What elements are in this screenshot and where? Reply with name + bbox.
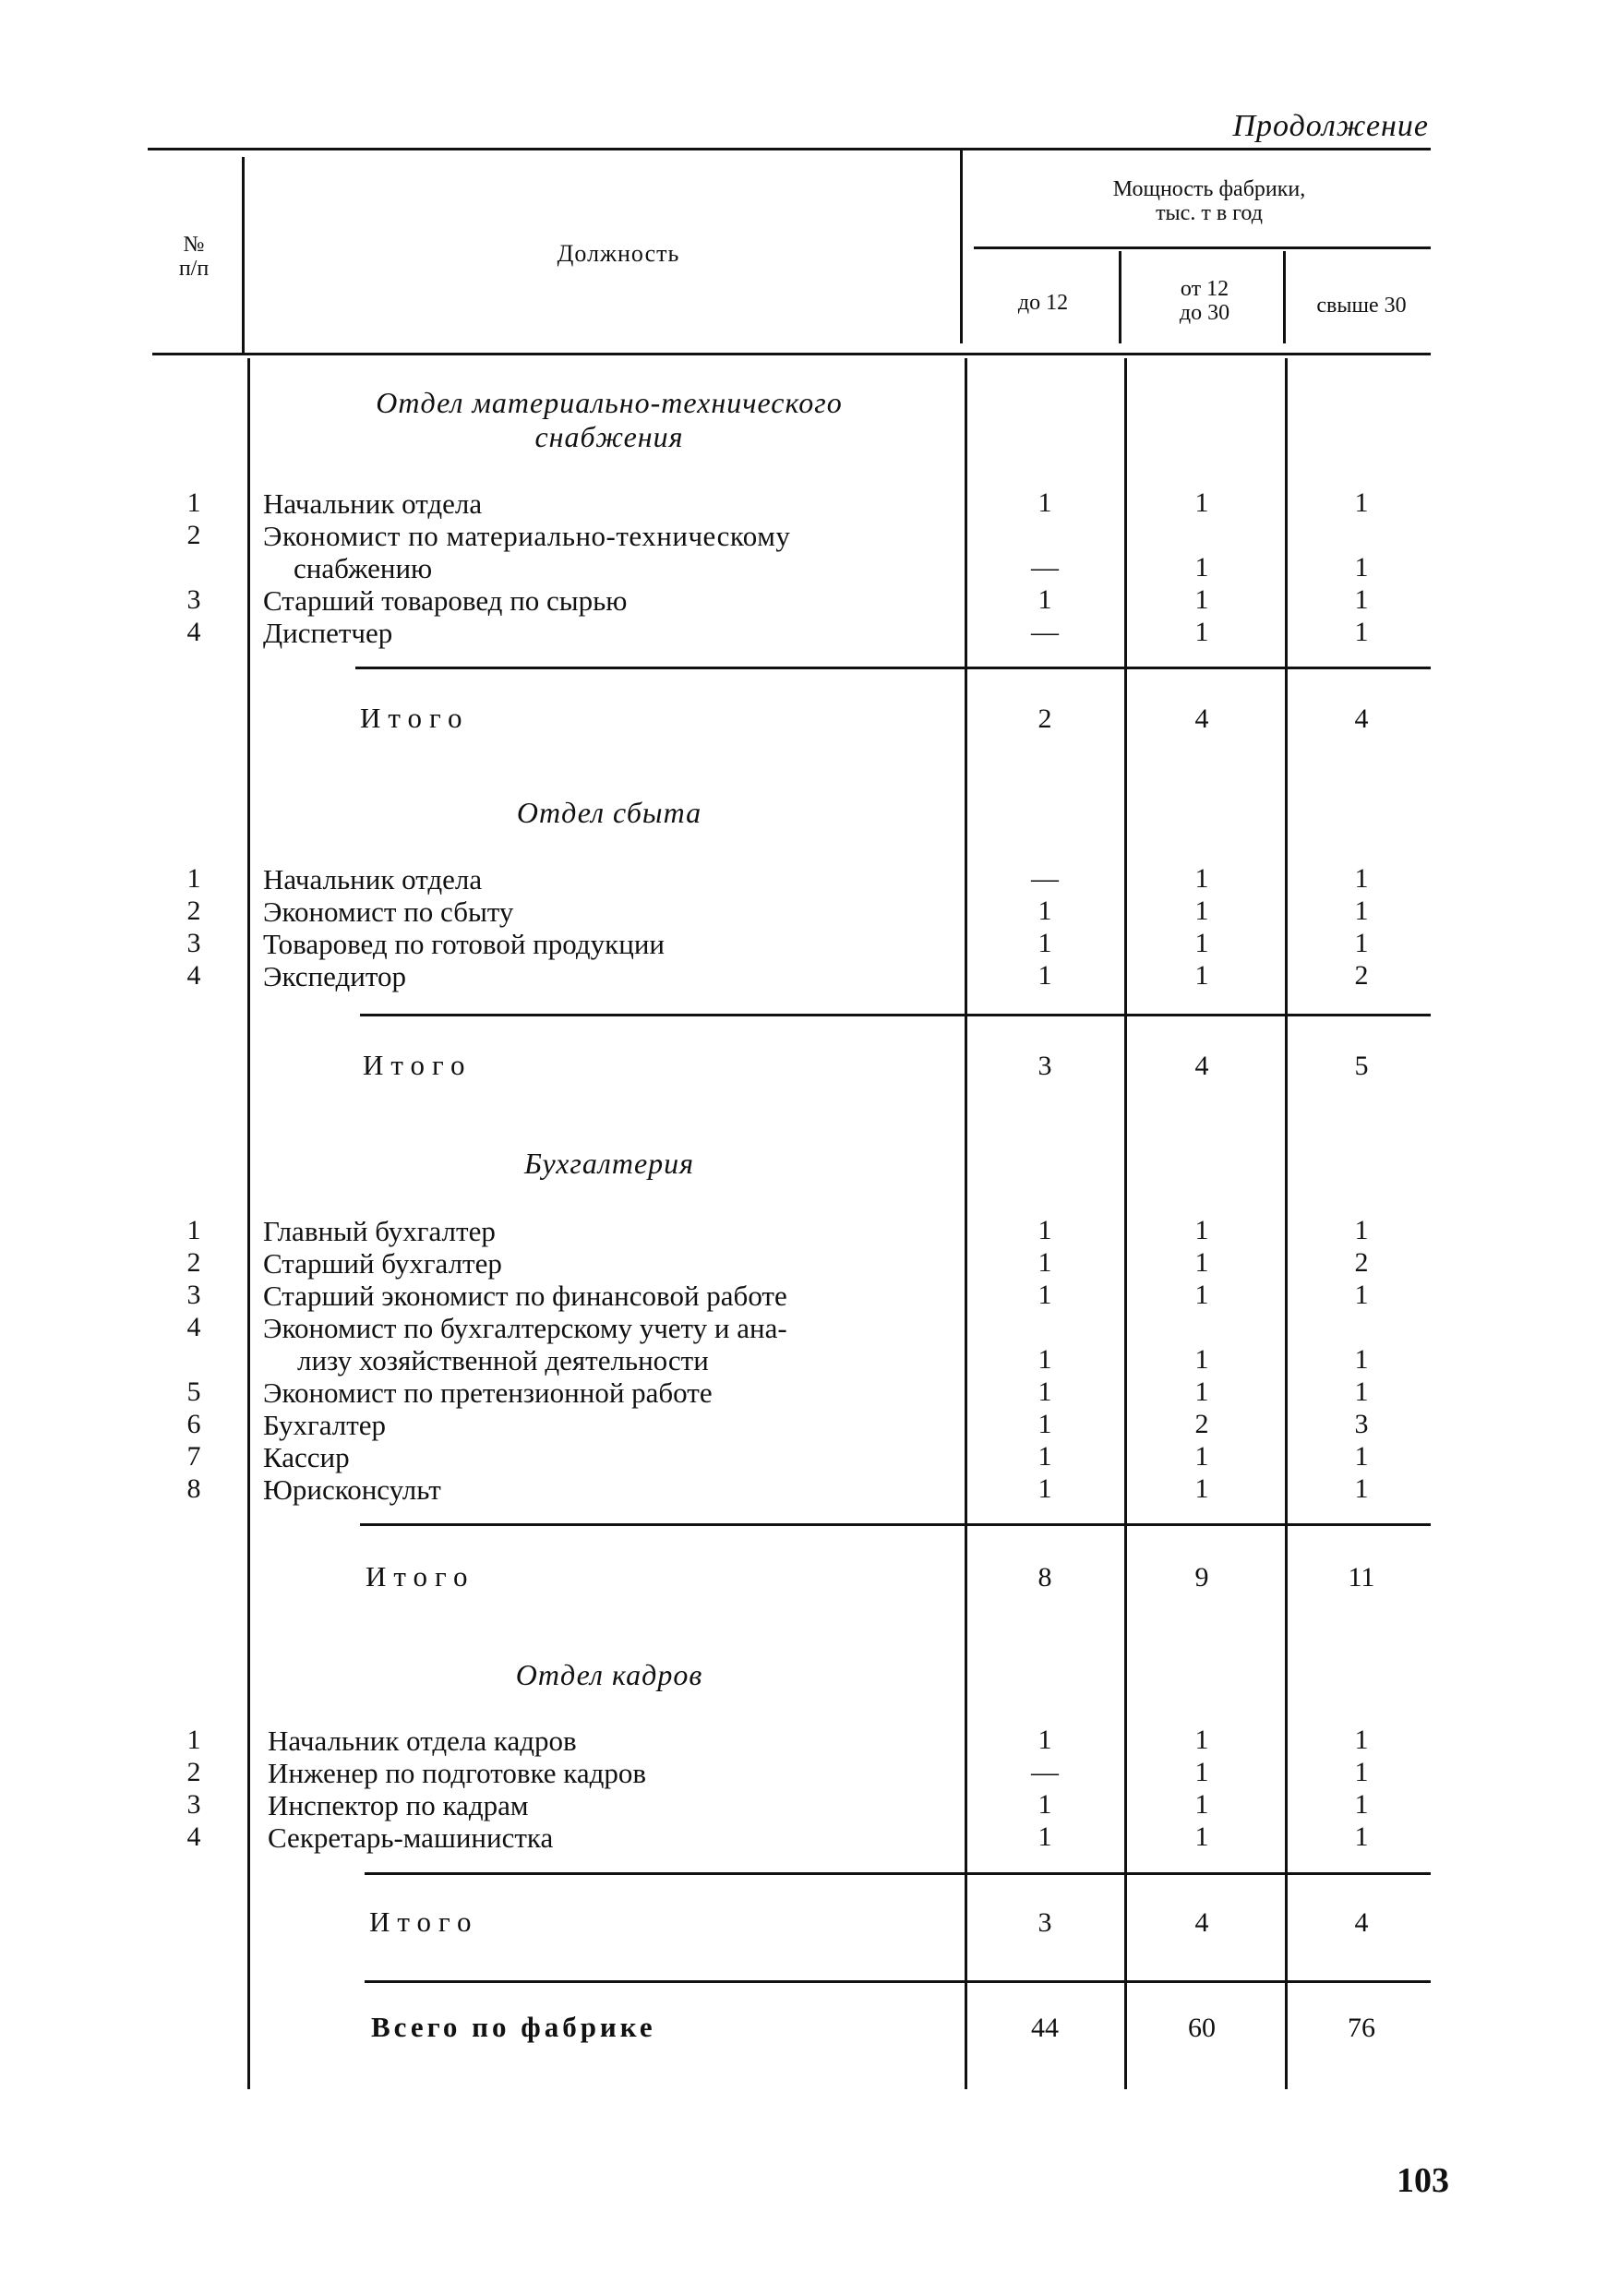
subtotal-value-col2: 4 bbox=[1194, 1907, 1209, 1938]
row-value-col3: 2 bbox=[1354, 960, 1369, 991]
row-value-col3: 1 bbox=[1354, 617, 1369, 647]
row-position: Юрисконсульт bbox=[263, 1473, 441, 1506]
table-row bbox=[0, 1409, 1607, 1442]
subtotal-value-col3: 11 bbox=[1348, 1562, 1375, 1593]
header-divider-position bbox=[960, 150, 963, 343]
section-title-line: снабжения bbox=[534, 420, 684, 453]
table-row bbox=[0, 863, 1607, 896]
header-col2-line1: от 12 bbox=[1180, 277, 1229, 301]
row-position: Начальник отдела bbox=[263, 487, 483, 520]
row-value-col1: — bbox=[1031, 552, 1059, 583]
row-number: 4 bbox=[186, 1312, 201, 1342]
row-value-col1: 1 bbox=[1037, 1441, 1052, 1472]
row-value-col1: 1 bbox=[1037, 1821, 1052, 1852]
row-number: 1 bbox=[186, 1725, 201, 1755]
row-value-col3: 1 bbox=[1354, 1376, 1369, 1407]
subtotal-rule bbox=[355, 667, 1431, 669]
subtotal-rule bbox=[365, 1872, 1431, 1875]
row-value-col3: 1 bbox=[1354, 487, 1369, 518]
table-row bbox=[0, 1757, 1607, 1790]
row-value-col2: 1 bbox=[1194, 1441, 1209, 1472]
row-value-col3: 1 bbox=[1354, 1725, 1369, 1755]
row-value-col1: 1 bbox=[1037, 960, 1052, 991]
table-row bbox=[0, 1215, 1607, 1248]
table-row bbox=[0, 1280, 1607, 1313]
subtotal-value-col1: 3 bbox=[1037, 1051, 1052, 1081]
row-value-col3: 1 bbox=[1354, 1473, 1369, 1504]
header-num-label bbox=[166, 233, 222, 281]
row-value-col1: 1 bbox=[1037, 1344, 1052, 1375]
row-value-col2: 1 bbox=[1194, 1473, 1209, 1504]
row-number: 4 bbox=[186, 960, 201, 991]
header-bottom-rule bbox=[152, 353, 1431, 355]
subtotal-label: Итого bbox=[363, 1049, 473, 1081]
row-value-col2: 1 bbox=[1194, 1757, 1209, 1787]
header-num-symbol: № bbox=[183, 233, 205, 257]
table-row bbox=[0, 1821, 1607, 1855]
subtotal-value-col3: 5 bbox=[1354, 1051, 1369, 1081]
header-col1-label: до 12 bbox=[1017, 291, 1069, 315]
row-number: 5 bbox=[186, 1376, 201, 1407]
row-value-col1: — bbox=[1031, 1757, 1059, 1787]
row-value-col3: 1 bbox=[1354, 1441, 1369, 1472]
row-value-col1: 1 bbox=[1037, 1376, 1052, 1407]
section-title-sales: Отдел сбыта bbox=[516, 796, 702, 829]
row-number: 3 bbox=[186, 928, 201, 958]
row-value-col2: 1 bbox=[1194, 1247, 1209, 1278]
row-value-col2: 1 bbox=[1194, 617, 1209, 647]
row-value-col1: 1 bbox=[1037, 1215, 1052, 1245]
row-value-col1: 1 bbox=[1037, 1247, 1052, 1278]
row-value-col1: 1 bbox=[1037, 487, 1052, 518]
row-value-col3: 1 bbox=[1354, 896, 1369, 926]
row-value-col3: 1 bbox=[1354, 863, 1369, 894]
row-number: 6 bbox=[186, 1409, 201, 1439]
subtotal-rule bbox=[360, 1014, 1431, 1016]
subtotal-value-col2: 4 bbox=[1194, 703, 1209, 734]
row-position: Товаровед по готовой продукции bbox=[263, 928, 665, 960]
page-number: 103 bbox=[1397, 2161, 1449, 2200]
header-capacity-line2: тыс. т в год bbox=[1156, 201, 1263, 225]
grand-total-value-col3: 76 bbox=[1348, 2013, 1375, 2043]
header-col3-label: свыше 30 bbox=[1316, 294, 1407, 318]
header-capacity-line1: Мощность фабрики, bbox=[1112, 177, 1306, 201]
row-number: 4 bbox=[186, 617, 201, 647]
row-value-col2: 1 bbox=[1194, 1789, 1209, 1820]
subtotal-label: Итого bbox=[366, 1560, 475, 1593]
subtotal-label: Итого bbox=[360, 702, 470, 734]
row-position: Старший экономист по финансовой работе bbox=[263, 1280, 787, 1312]
header-divider-num bbox=[242, 157, 245, 353]
row-value-col3: 1 bbox=[1354, 1789, 1369, 1820]
row-value-col3: 1 bbox=[1354, 1757, 1369, 1787]
row-position: Старший бухгалтер bbox=[263, 1247, 502, 1280]
row-value-col2: 1 bbox=[1194, 1215, 1209, 1245]
table-row bbox=[0, 584, 1607, 618]
row-position: Экономист по сбыту bbox=[263, 896, 514, 928]
row-value-col3: 1 bbox=[1354, 1280, 1369, 1310]
row-number: 7 bbox=[186, 1441, 201, 1472]
row-value-col3: 1 bbox=[1354, 1215, 1369, 1245]
row-value-col1: — bbox=[1031, 617, 1059, 647]
table-row bbox=[0, 1473, 1607, 1507]
row-value-col3: 1 bbox=[1354, 928, 1369, 958]
subtotal-value-col1: 8 bbox=[1037, 1562, 1052, 1593]
header-position-label: Должность bbox=[557, 240, 680, 267]
table-row bbox=[0, 928, 1607, 961]
grand-total-value-col2: 60 bbox=[1188, 2013, 1216, 2043]
row-value-col3: 1 bbox=[1354, 1344, 1369, 1375]
row-number: 3 bbox=[186, 584, 201, 615]
row-number: 8 bbox=[186, 1473, 201, 1504]
section-title-hr: Отдел кадров bbox=[515, 1658, 703, 1691]
row-value-col2: 1 bbox=[1194, 1280, 1209, 1310]
header-divider-col2 bbox=[1283, 251, 1286, 343]
row-position: Экономист по материально-техническому bbox=[263, 520, 791, 552]
row-value-col1: 1 bbox=[1037, 896, 1052, 926]
row-position: Экономист по бухгалтерскому учету и ана- bbox=[263, 1312, 787, 1344]
row-value-col1: 1 bbox=[1037, 1789, 1052, 1820]
row-value-col2: 1 bbox=[1194, 1376, 1209, 1407]
row-number: 3 bbox=[186, 1280, 201, 1310]
subtotal-value-col2: 4 bbox=[1194, 1051, 1209, 1081]
table-top-rule bbox=[148, 148, 1431, 150]
row-value-col1: 1 bbox=[1037, 1725, 1052, 1755]
table-row bbox=[0, 1247, 1607, 1280]
row-number: 3 bbox=[186, 1789, 201, 1820]
table-row bbox=[0, 1312, 1607, 1345]
row-position: Главный бухгалтер bbox=[263, 1215, 496, 1247]
subtotal-value-col3: 4 bbox=[1354, 1907, 1369, 1938]
continuation-label: Продолжение bbox=[1232, 109, 1429, 143]
row-number: 2 bbox=[186, 896, 201, 926]
table-row bbox=[0, 896, 1607, 929]
row-value-col2: 1 bbox=[1194, 552, 1209, 583]
row-number: 2 bbox=[186, 1247, 201, 1278]
row-value-col1: 1 bbox=[1037, 1473, 1052, 1504]
header-divider-col1 bbox=[1119, 251, 1121, 343]
subtotal-value-col3: 4 bbox=[1354, 703, 1369, 734]
grand-total-rule bbox=[365, 1980, 1431, 1983]
subtotal-label: Итого bbox=[369, 1905, 479, 1938]
row-position: Инспектор по кадрам bbox=[268, 1789, 529, 1821]
table-row-continuation bbox=[0, 552, 1607, 585]
row-value-col3: 1 bbox=[1354, 1821, 1369, 1852]
row-value-col2: 1 bbox=[1194, 584, 1209, 615]
row-number: 1 bbox=[186, 487, 201, 518]
row-value-col2: 1 bbox=[1194, 487, 1209, 518]
row-position: Начальник отдела bbox=[263, 863, 483, 896]
table-row bbox=[0, 1789, 1607, 1822]
header-col2-line2: до 30 bbox=[1179, 301, 1230, 325]
subtotal-rule bbox=[360, 1523, 1431, 1526]
row-position: Диспетчер bbox=[263, 617, 393, 649]
table-row bbox=[0, 487, 1607, 521]
table-row bbox=[0, 960, 1607, 993]
row-value-col2: 1 bbox=[1194, 1725, 1209, 1755]
row-value-col2: 1 bbox=[1194, 960, 1209, 991]
row-value-col3: 1 bbox=[1354, 552, 1369, 583]
subtotal-value-col1: 2 bbox=[1037, 703, 1052, 734]
row-value-col2: 2 bbox=[1194, 1409, 1209, 1439]
row-position: Старший товаровед по сырью bbox=[263, 584, 628, 617]
row-position: Инженер по подготовке кадров bbox=[268, 1757, 647, 1789]
row-position: Секретарь-машинистка bbox=[268, 1821, 554, 1854]
capacity-subheader-rule bbox=[974, 246, 1431, 249]
header-col2-label bbox=[1135, 277, 1274, 325]
table-row-continuation bbox=[0, 1344, 1607, 1377]
table-row bbox=[0, 520, 1607, 553]
subtotal-value-col2: 9 bbox=[1194, 1562, 1209, 1593]
row-number: 2 bbox=[186, 520, 201, 550]
row-position: Бухгалтер bbox=[263, 1409, 387, 1441]
header-capacity-label bbox=[1015, 177, 1403, 225]
row-number: 1 bbox=[186, 863, 201, 894]
row-number: 1 bbox=[186, 1215, 201, 1245]
table-row bbox=[0, 617, 1607, 650]
row-position: Начальник отдела кадров bbox=[268, 1725, 577, 1757]
section-title-line: Отдел материально-технического bbox=[376, 386, 843, 419]
row-value-col1: 1 bbox=[1037, 1280, 1052, 1310]
row-value-col3: 1 bbox=[1354, 584, 1369, 615]
row-value-col1: 1 bbox=[1037, 584, 1052, 615]
row-value-col2: 1 bbox=[1194, 928, 1209, 958]
row-value-col1: 1 bbox=[1037, 1409, 1052, 1439]
grand-total-value-col1: 44 bbox=[1031, 2013, 1059, 2043]
row-value-col3: 2 bbox=[1354, 1247, 1369, 1278]
row-value-col1: — bbox=[1031, 863, 1059, 894]
table-row bbox=[0, 1376, 1607, 1410]
row-position: Кассир bbox=[263, 1441, 350, 1473]
header-num-abbrev: п/п bbox=[178, 257, 210, 281]
table-row bbox=[0, 1441, 1607, 1474]
section-title-accounting: Бухгалтерия bbox=[523, 1147, 695, 1180]
table-row bbox=[0, 1725, 1607, 1758]
row-value-col1: 1 bbox=[1037, 928, 1052, 958]
row-position-continuation: лизу хозяйственной деятельности bbox=[297, 1344, 709, 1376]
subtotal-value-col1: 3 bbox=[1037, 1907, 1052, 1938]
row-number: 2 bbox=[186, 1757, 201, 1787]
section-title-supply bbox=[258, 386, 960, 454]
row-position: Экономист по претензионной работе bbox=[263, 1376, 713, 1409]
row-position-continuation: снабжению bbox=[294, 552, 433, 584]
grand-total-label: Всего по фабрике bbox=[371, 2011, 656, 2043]
row-value-col2: 1 bbox=[1194, 863, 1209, 894]
row-position: Экспедитор bbox=[263, 960, 406, 992]
row-value-col2: 1 bbox=[1194, 1344, 1209, 1375]
row-number: 4 bbox=[186, 1821, 201, 1852]
row-value-col3: 3 bbox=[1354, 1409, 1369, 1439]
row-value-col2: 1 bbox=[1194, 896, 1209, 926]
row-value-col2: 1 bbox=[1194, 1821, 1209, 1852]
